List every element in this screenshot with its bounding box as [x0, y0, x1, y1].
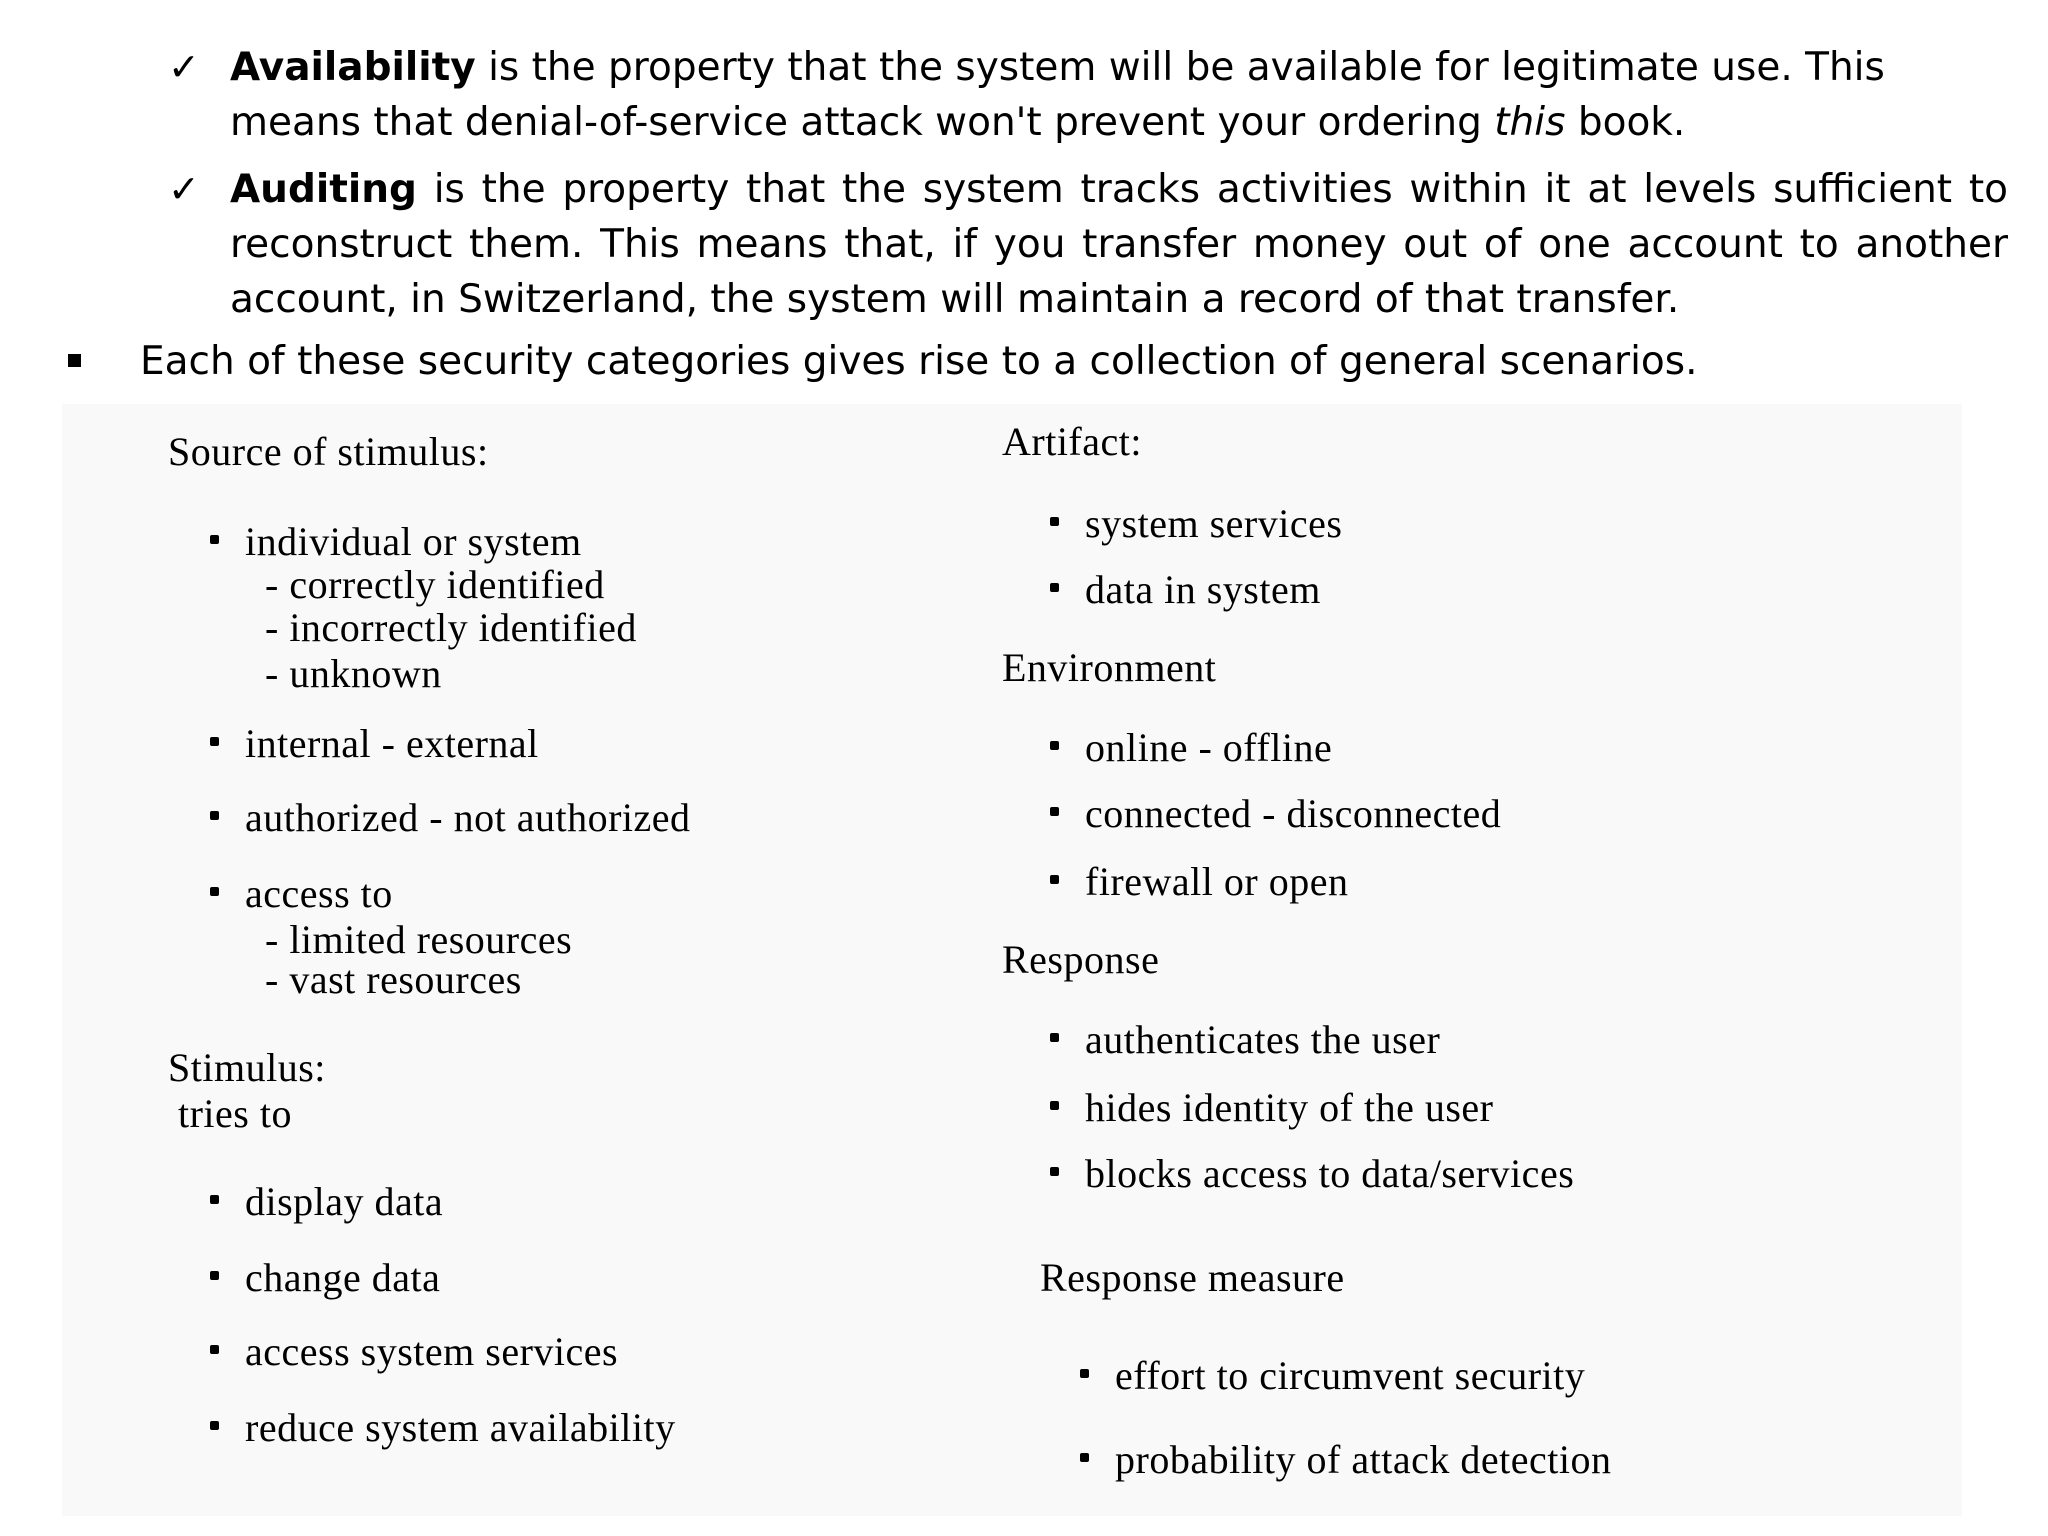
- square-bullet-icon: [68, 354, 81, 367]
- list-item: display data: [210, 1180, 443, 1224]
- bullet-icon: [1050, 1167, 1059, 1176]
- list-item: firewall or open: [1050, 860, 1348, 904]
- check-mark-icon: ✓: [168, 167, 200, 211]
- availability-line-1: Availability is the property that the system will be available for legitimate use. This: [230, 45, 1885, 90]
- list-item: individual or system: [210, 520, 582, 564]
- list-item: effort to circumvent security: [1080, 1354, 1585, 1398]
- list-item: authorized - not authorized: [210, 796, 691, 840]
- bullet-icon: [1050, 875, 1059, 884]
- list-item: internal - external: [210, 722, 539, 766]
- list-item: blocks access to data/services: [1050, 1152, 1574, 1196]
- list-item: access to: [210, 872, 393, 916]
- bullet-icon: [1050, 1033, 1059, 1042]
- response-heading: Response: [1002, 937, 1160, 982]
- bullet-icon: [210, 737, 219, 746]
- artifact-heading: Artifact:: [1002, 419, 1142, 464]
- bullet-icon: [210, 1271, 219, 1280]
- list-subitem: - limited resources: [265, 917, 573, 962]
- list-item: online - offline: [1050, 726, 1332, 770]
- list-item: change data: [210, 1256, 440, 1300]
- list-item: reduce system availability: [210, 1406, 676, 1450]
- list-item: hides identity of the user: [1050, 1086, 1493, 1130]
- source-of-stimulus-heading: Source of stimulus:: [168, 429, 489, 474]
- check-mark-icon: ✓: [168, 45, 200, 89]
- bullet-icon: [210, 1195, 219, 1204]
- list-subitem: - correctly identified: [265, 562, 605, 607]
- stimulus-heading: Stimulus:: [168, 1045, 326, 1090]
- bullet-icon: [1050, 583, 1059, 592]
- list-item: connected - disconnected: [1050, 792, 1501, 836]
- list-item: authenticates the user: [1050, 1018, 1440, 1062]
- bullet-icon: [1050, 1101, 1059, 1110]
- bullet-icon: [1050, 517, 1059, 526]
- bullet-icon: [1080, 1369, 1089, 1378]
- list-subitem: - incorrectly identified: [265, 605, 637, 650]
- summary-text: Each of these security categories gives rise to a collection of general scenarios.: [140, 339, 1698, 384]
- bullet-icon: [1080, 1453, 1089, 1462]
- bullet-icon: [210, 1421, 219, 1430]
- list-item: access system services: [210, 1330, 618, 1374]
- list-item: system services: [1050, 502, 1342, 546]
- availability-term: Availability: [230, 45, 476, 90]
- availability-line-2: means that denial-of-service attack won't prevent your ordering this book.: [230, 100, 1686, 145]
- list-item: probability of attack detection: [1080, 1438, 1611, 1482]
- bullet-icon: [1050, 741, 1059, 750]
- stimulus-subheading: tries to: [178, 1091, 292, 1136]
- list-subitem: - unknown: [265, 651, 442, 696]
- list-item: data in system: [1050, 568, 1321, 612]
- bullet-icon: [210, 887, 219, 896]
- environment-heading: Environment: [1002, 645, 1217, 690]
- bullet-icon: [210, 1345, 219, 1354]
- bullet-icon: [210, 535, 219, 544]
- bullet-icon: [210, 811, 219, 820]
- auditing-term: Auditing: [230, 167, 417, 212]
- bullet-icon: [1050, 807, 1059, 816]
- response-measure-heading: Response measure: [1040, 1255, 1345, 1300]
- list-subitem: - vast resources: [265, 957, 522, 1002]
